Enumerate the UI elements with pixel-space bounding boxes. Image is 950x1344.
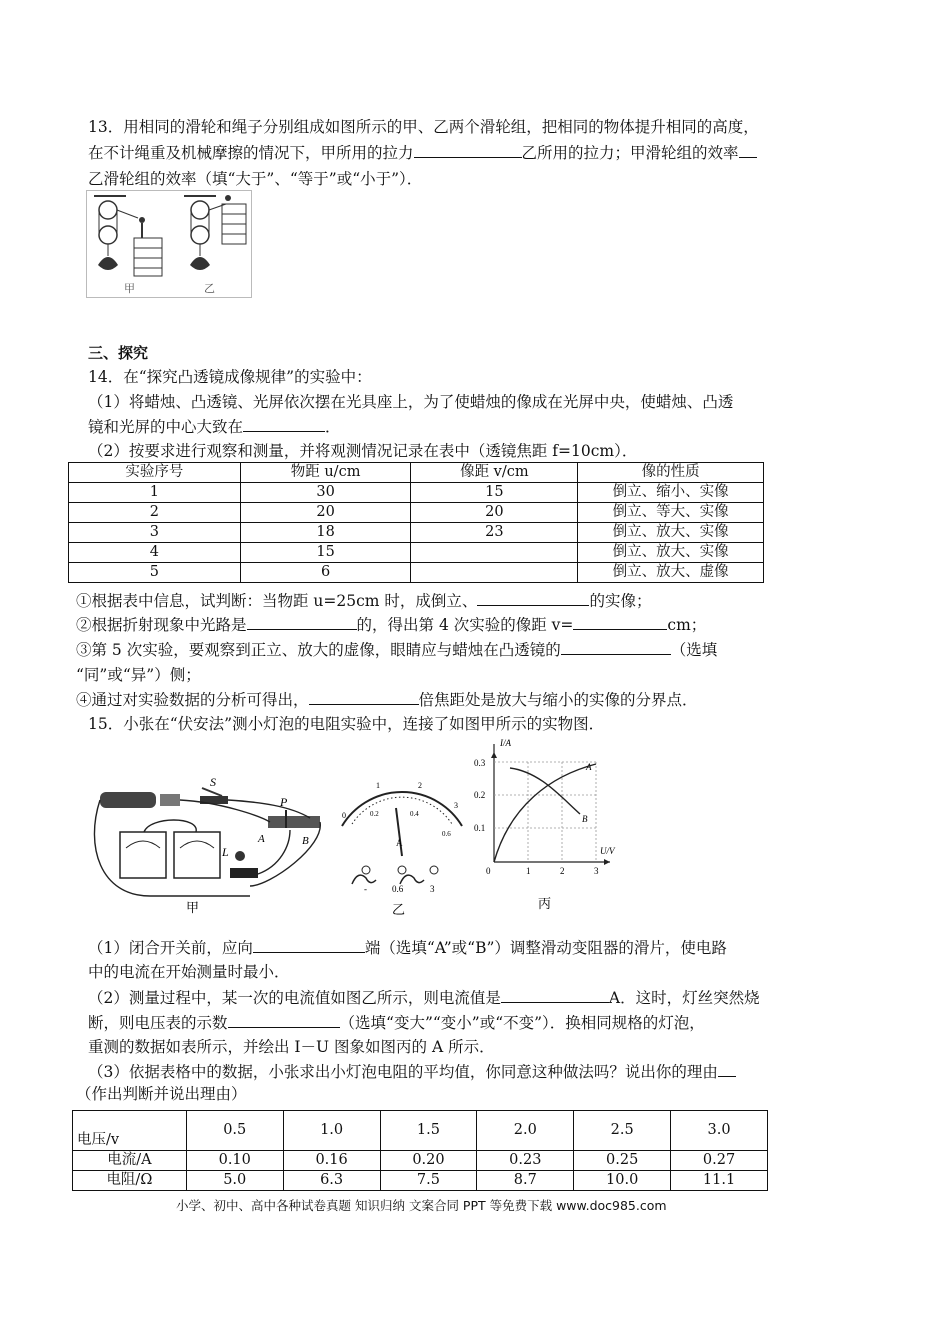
row-label: 电流/A — [73, 1151, 187, 1171]
q14-blank-center[interactable] — [243, 417, 325, 432]
meter-tick: 1 — [376, 781, 380, 790]
curve-label-a: A — [586, 762, 592, 772]
circuit-label-a: A — [258, 833, 265, 845]
table-cell: 2.5 — [574, 1111, 671, 1151]
q15-p2-text-d: （选填“变大”“变小”或“不变”）．换相同规格的灯泡， — [339, 1014, 705, 1032]
table-cell: 0.5 — [186, 1111, 283, 1151]
table-cell-empty[interactable] — [411, 563, 578, 583]
figure-label-jia: 甲 — [186, 900, 200, 915]
table-cell: 15 — [240, 543, 411, 563]
circuit-figure-group — [90, 736, 620, 916]
x-tick: 0 — [486, 866, 491, 876]
x-tick: 1 — [526, 866, 531, 876]
table-row — [69, 503, 764, 523]
q15-part-2-end: 重测的数据如表所示，并绘出 I－U 图象如图丙的 A 所示． — [88, 1038, 495, 1056]
q14-sub-3-cont: “同”或“异”）侧； — [76, 666, 201, 684]
table-cell: 3.0 — [671, 1111, 768, 1151]
x-tick: 3 — [594, 866, 599, 876]
q13-blank-1[interactable] — [414, 143, 522, 158]
table-cell: 23 — [411, 523, 578, 543]
q15-part-2-cont — [88, 1012, 705, 1034]
q14-s4-text-b: 倍焦距处是放大与缩小的实像的分界点． — [418, 691, 698, 709]
table-cell: 1.5 — [380, 1111, 477, 1151]
q14-s2-text-b: 的，得出第 4 次实验的像距 v= — [356, 616, 574, 634]
table-row — [69, 563, 764, 583]
q15-blank-p1[interactable] — [253, 938, 365, 953]
row-label: 电阻/Ω — [73, 1171, 187, 1191]
table-header: 像的性质 — [578, 463, 764, 483]
table-row — [69, 523, 764, 543]
q15-line-1: 15．小张在“伏安法”测小灯泡的电阻实验中，连接了如图甲所示的实物图． — [88, 715, 605, 733]
circuit-label-s: S — [210, 775, 216, 789]
q14-line-1: 14．在“探究凸透镜成像规律”的实验中： — [88, 368, 372, 386]
circuit-label-l: L — [222, 845, 229, 859]
table-row — [73, 1151, 768, 1171]
table-cell: 0.27 — [671, 1151, 768, 1171]
section-title: 三、探究 — [88, 344, 149, 362]
meter-tick-small: 0.2 — [370, 810, 379, 818]
q13-text-b: 乙所用的拉力；甲滑轮组的效率 — [521, 144, 739, 162]
q14-s1-text-a: ①根据表中信息，试判断：当物距 u=25cm 时，成倒立、 — [76, 592, 478, 610]
iu-graph — [474, 738, 616, 911]
table-header: 像距 v/cm — [411, 463, 578, 483]
table-cell: 4 — [69, 543, 241, 563]
table-cell: 倒立、放大、实像 — [578, 543, 764, 563]
table-cell: 1.0 — [283, 1111, 380, 1151]
circuit-label-b: B — [302, 835, 309, 847]
table-cell: 8.7 — [477, 1171, 574, 1191]
q14-line-4: （2）按要求进行观察和测量，并将观测情况记录在表中（透镜焦距 f=10cm）． — [88, 442, 638, 460]
q14-blank-s3[interactable] — [561, 640, 671, 655]
table-cell: 0.20 — [380, 1151, 477, 1171]
table-cell-empty[interactable] — [411, 543, 578, 563]
axis-label-i: I/A — [500, 738, 511, 748]
table-row — [73, 1111, 768, 1151]
q14-sub-1 — [76, 590, 651, 612]
q13-line-3: 乙滑轮组的效率（填“大于”、“等于”或“小于”）． — [88, 170, 423, 188]
circuit-diagram — [94, 775, 320, 915]
table-row — [69, 543, 764, 563]
page-footer: 小学、初中、高中各种试卷真题 知识归纳 文案合同 PPT 等免费下载 www.doc985.com — [176, 1198, 667, 1213]
axis-label-u: U/V — [600, 846, 615, 856]
q14-sub-4 — [76, 689, 698, 711]
q14-text-b: ． — [325, 418, 341, 436]
iu-table — [72, 1110, 768, 1191]
terminal-label: 3 — [430, 884, 435, 894]
figure-label-yi: 乙 — [392, 902, 406, 916]
y-tick: 0.2 — [474, 790, 486, 800]
table-row — [73, 1171, 768, 1191]
q14-s2-text-a: ②根据折射现象中光路是 — [76, 616, 247, 634]
table-cell: 倒立、放大、虚像 — [578, 563, 764, 583]
q15-p3-text-a: （3）依据表格中的数据，小张求出小灯泡电阻的平均值，你同意这种做法吗？说出你的理由 — [88, 1063, 718, 1081]
q14-text-a: 镜和光屏的中心大致在 — [88, 418, 244, 436]
table-cell: 5.0 — [186, 1171, 283, 1191]
table-cell: 倒立、放大、实像 — [578, 523, 764, 543]
q14-s1-text-b: 的实像； — [589, 592, 652, 610]
q13-text-a: 在不计绳重及机械摩擦的情况下，甲所用的拉力 — [88, 144, 414, 162]
q15-part-2 — [88, 987, 760, 1009]
q15-part-1 — [88, 937, 727, 959]
table-cell: 0.23 — [477, 1151, 574, 1171]
q15-p2-text-b: A．这时，灯丝突然烧 — [608, 989, 760, 1007]
table-cell: 倒立、等大、实像 — [578, 503, 764, 523]
q15-blank-p3[interactable] — [718, 1062, 736, 1077]
q14-blank-s2b[interactable] — [573, 615, 667, 630]
meter-tick-small: 0.4 — [410, 810, 419, 818]
q13-blank-2[interactable] — [739, 143, 757, 158]
terminal-label: - — [364, 884, 367, 894]
table-cell: 10.0 — [574, 1171, 671, 1191]
q15-p2-text-a: （2）测量过程中，某一次的电流值如图乙所示，则电流值是 — [88, 989, 501, 1007]
table-cell: 0.16 — [283, 1151, 380, 1171]
q14-sub-3 — [76, 639, 717, 661]
table-cell: 6.3 — [283, 1171, 380, 1191]
x-tick: 2 — [560, 866, 565, 876]
q14-blank-s1[interactable] — [477, 591, 589, 606]
table-header: 物距 u/cm — [240, 463, 411, 483]
table-cell: 2.0 — [477, 1111, 574, 1151]
q13-line-1: 13．用相同的滑轮和绳子分别组成如图所示的甲、乙两个滑轮组，把相同的物体提升相同的高度， — [88, 118, 759, 136]
q14-s3-text-a: ③第 5 次实验，要观察到正立、放大的虚像，眼睛应与蜡烛在凸透镜的 — [76, 641, 561, 659]
q15-blank-p2a[interactable] — [501, 988, 609, 1003]
q15-p2-text-c: 断，则电压表的示数 — [88, 1014, 228, 1032]
meter-tick: 3 — [454, 801, 458, 810]
table-cell: 6 — [240, 563, 411, 583]
q14-line-3 — [88, 416, 341, 438]
table-cell: 11.1 — [671, 1171, 768, 1191]
pulley-figure — [86, 190, 252, 298]
table-cell: 0.25 — [574, 1151, 671, 1171]
lens-table — [68, 462, 764, 583]
meter-tick-small: 0.6 — [442, 830, 451, 838]
pulley-label-yi: 乙 — [204, 283, 215, 295]
table-header: 实验序号 — [69, 463, 241, 483]
q14-s2-text-c: cm； — [667, 616, 707, 634]
q15-blank-p2b[interactable] — [228, 1013, 340, 1028]
ammeter-dial — [342, 781, 462, 916]
table-cell: 18 — [240, 523, 411, 543]
meter-tick: 2 — [418, 781, 422, 790]
figure-label-bing: 丙 — [538, 896, 552, 911]
pulley-label-jia: 甲 — [124, 283, 135, 295]
y-tick: 0.1 — [474, 823, 486, 833]
table-cell: 20 — [411, 503, 578, 523]
q14-s3-text-b: （选填 — [670, 641, 718, 659]
table-cell: 20 — [240, 503, 411, 523]
table-cell: 30 — [240, 483, 411, 503]
table-cell: 7.5 — [380, 1171, 477, 1191]
table-cell: 3 — [69, 523, 241, 543]
curve-label-b: B — [582, 814, 588, 824]
row-label: 电压/v — [73, 1111, 187, 1151]
table-cell: 0.10 — [186, 1151, 283, 1171]
q14-blank-s4[interactable] — [309, 690, 419, 705]
q14-sub-2 — [76, 614, 706, 636]
q14-s4-text-a: ④通过对实验数据的分析可得出， — [76, 691, 309, 709]
q14-line-2: （1）将蜡烛、凸透镜、光屏依次摆在光具座上，为了使蜡烛的像成在光屏中央，使蜡烛、凸透 — [88, 393, 734, 411]
circuit-label-p: P — [280, 795, 288, 809]
meter-tick: 0 — [342, 811, 346, 820]
q15-p1-text-b: 端（选填“A”或“B”）调整滑动变阻器的滑片，使电路 — [364, 939, 727, 957]
table-cell: 1 — [69, 483, 241, 503]
table-header-row — [69, 463, 764, 483]
table-row — [69, 483, 764, 503]
table-cell: 倒立、缩小、实像 — [578, 483, 764, 503]
table-cell: 15 — [411, 483, 578, 503]
q15-p1-text-a: （1）闭合开关前，应向 — [88, 939, 253, 957]
q13-line-2 — [88, 142, 757, 164]
terminal-label: 0.6 — [392, 884, 404, 894]
meter-unit: A — [396, 838, 403, 848]
table-cell: 5 — [69, 563, 241, 583]
table-cell: 2 — [69, 503, 241, 523]
y-tick: 0.3 — [474, 758, 486, 768]
q15-part-3 — [88, 1061, 736, 1083]
q14-blank-s2a[interactable] — [247, 615, 357, 630]
q15-part-1-cont: 中的电流在开始测量时最小． — [88, 963, 290, 981]
q15-part-3-cont: （作出判断并说出理由） — [76, 1085, 247, 1103]
